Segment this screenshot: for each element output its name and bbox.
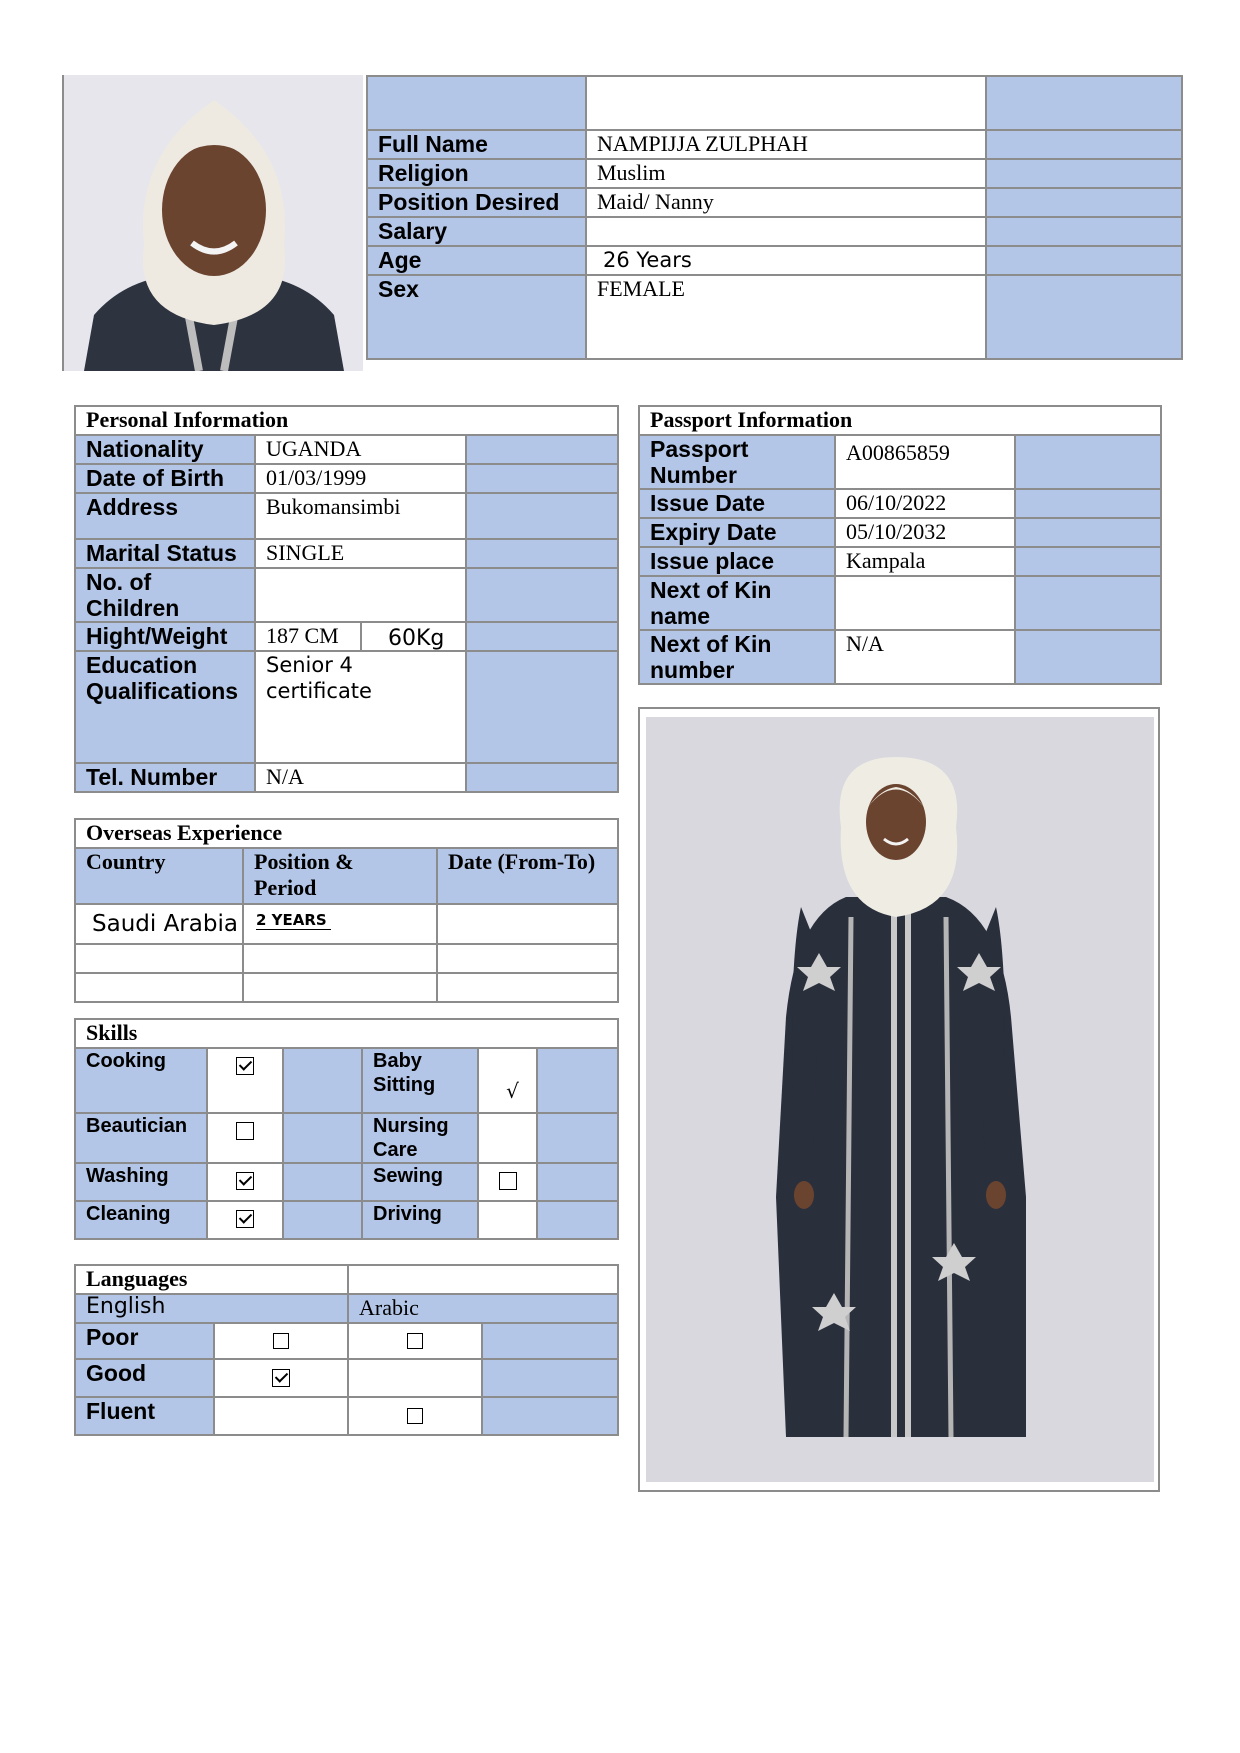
level-fluent-label: Fluent <box>75 1397 214 1435</box>
height-weight-label: Hight/Weight <box>75 622 255 651</box>
table-row <box>75 944 618 973</box>
tel-number-value: N/A <box>255 763 466 792</box>
height-value: 187 CM <box>256 623 362 650</box>
children-label: No. of Children <box>75 568 255 622</box>
unchecked-box-icon[interactable] <box>273 1333 289 1349</box>
level-poor-label: Poor <box>75 1323 214 1359</box>
skill-washing-label: Washing <box>75 1163 207 1201</box>
full-name-label: Full Name <box>367 130 586 159</box>
sex-label: Sex <box>367 275 586 359</box>
weight-value: 60Kg <box>388 626 445 651</box>
overseas-country: Saudi Arabia <box>75 904 243 944</box>
unchecked-box-icon[interactable] <box>236 1122 254 1140</box>
full-length-photo <box>646 717 1154 1482</box>
issue-date-value: 06/10/2022 <box>835 489 1015 518</box>
skill-cooking-check[interactable] <box>207 1048 283 1113</box>
english-good-check[interactable] <box>214 1359 348 1397</box>
skill-baby-sitting-label: Baby Sitting <box>362 1048 478 1113</box>
skill-cleaning-check[interactable] <box>207 1201 283 1239</box>
level-good-label: Good <box>75 1359 214 1397</box>
personal-info-title: Personal Information <box>75 406 618 435</box>
passport-number-value: A00865859 <box>835 435 1015 489</box>
skill-beautician-check[interactable] <box>207 1113 283 1163</box>
skill-nursing-care-label: Nursing Care <box>362 1113 478 1163</box>
overseas-title: Overseas Experience <box>75 819 618 848</box>
marital-status-label: Marital Status <box>75 539 255 568</box>
skill-sewing-label: Sewing <box>362 1163 478 1201</box>
col-date-header: Date (From-To) <box>437 848 618 904</box>
header-blank-mid <box>586 76 986 130</box>
arabic-poor-check[interactable] <box>348 1323 482 1359</box>
age-label: Age <box>367 246 586 275</box>
skill-beautician-label: Beautician <box>75 1113 207 1163</box>
full-name-value: NAMPIJJA ZULPHAH <box>586 130 986 159</box>
unchecked-box-icon[interactable] <box>407 1333 423 1349</box>
skills-table <box>74 1018 619 1240</box>
issue-place-label: Issue place <box>639 547 835 576</box>
skill-cleaning-label: Cleaning <box>75 1201 207 1239</box>
header-blank-left <box>367 76 586 130</box>
kin-number-value: N/A <box>835 630 1015 684</box>
checked-box-icon[interactable] <box>236 1057 254 1075</box>
skills-title: Skills <box>75 1019 618 1048</box>
expiry-date-value: 05/10/2032 <box>835 518 1015 547</box>
language-arabic-header: Arabic <box>348 1294 618 1323</box>
personal-info-table <box>74 405 619 793</box>
passport-info-table <box>638 405 1162 685</box>
kin-name-value <box>835 576 1015 630</box>
checked-box-icon[interactable] <box>236 1210 254 1228</box>
education-label: Education Qualifications <box>75 651 255 763</box>
issue-place-value: Kampala <box>835 547 1015 576</box>
kin-number-label: Next of Kin number <box>639 630 835 684</box>
check-mark-icon: √ <box>506 1079 519 1103</box>
overseas-experience-table <box>74 818 619 1003</box>
full-length-photo-frame <box>638 707 1160 1492</box>
address-label: Address <box>75 493 255 539</box>
languages-table <box>74 1264 619 1436</box>
passport-info-title: Passport Information <box>639 406 1161 435</box>
arabic-fluent-check[interactable] <box>348 1397 482 1435</box>
height-weight-value <box>255 622 466 651</box>
marital-status-value: SINGLE <box>255 539 466 568</box>
kin-name-label: Next of Kin name <box>639 576 835 630</box>
language-english-header: English <box>75 1294 348 1323</box>
sex-value: FEMALE <box>586 275 986 359</box>
address-value: Bukomansimbi <box>255 493 466 539</box>
issue-date-label: Issue Date <box>639 489 835 518</box>
skill-driving-label: Driving <box>362 1201 478 1239</box>
religion-label: Religion <box>367 159 586 188</box>
overseas-position: 2 YEARS <box>243 904 437 944</box>
unchecked-box-icon[interactable] <box>407 1408 423 1424</box>
table-row <box>75 904 618 944</box>
expiry-date-label: Expiry Date <box>639 518 835 547</box>
table-row <box>75 973 618 1002</box>
position-desired-value: Maid/ Nanny <box>586 188 986 217</box>
languages-title: Languages <box>75 1265 348 1294</box>
col-position-header: Position & Period <box>243 848 437 904</box>
portrait-photo <box>62 75 363 371</box>
dob-value: 01/03/1999 <box>255 464 466 493</box>
religion-value: Muslim <box>586 159 986 188</box>
salary-value <box>586 217 986 246</box>
overseas-date <box>437 904 618 944</box>
children-value <box>255 568 466 622</box>
checked-box-icon[interactable] <box>272 1369 290 1387</box>
header-blank-right <box>986 76 1182 130</box>
english-poor-check[interactable] <box>214 1323 348 1359</box>
checked-box-icon[interactable] <box>236 1172 254 1190</box>
tel-number-label: Tel. Number <box>75 763 255 792</box>
skill-cooking-label: Cooking <box>75 1048 207 1113</box>
unchecked-box-icon[interactable] <box>499 1172 517 1190</box>
position-desired-label: Position Desired <box>367 188 586 217</box>
salary-label: Salary <box>367 217 586 246</box>
education-value: Senior 4 certificate <box>255 651 466 763</box>
col-country-header: Country <box>75 848 243 904</box>
nationality-label: Nationality <box>75 435 255 464</box>
nationality-value: UGANDA <box>255 435 466 464</box>
skill-baby-sitting-mark <box>478 1048 537 1113</box>
skill-washing-check[interactable] <box>207 1163 283 1201</box>
dob-label: Date of Birth <box>75 464 255 493</box>
header-info-table <box>366 75 1183 360</box>
skill-sewing-check[interactable] <box>478 1163 537 1201</box>
passport-number-label: Passport Number <box>639 435 835 489</box>
age-value: 26 Years <box>586 246 986 275</box>
